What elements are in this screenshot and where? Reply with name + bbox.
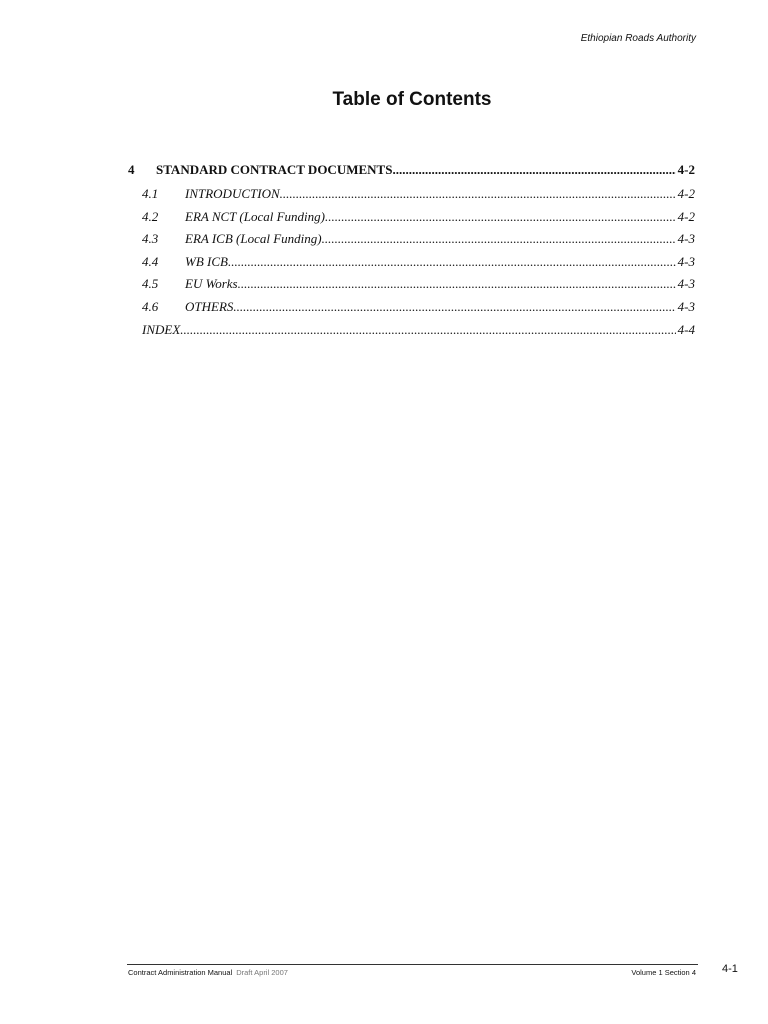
toc-entry-4-3[interactable] [128,231,695,254]
toc-entry-title: ERA ICB (Local Funding) [185,231,322,247]
toc-dot-leader [238,276,676,292]
footer-divider [127,964,698,965]
toc-entry-page: 4-3 [677,276,695,292]
toc-entry-number: 4.4 [142,253,159,269]
toc-entry-chapter-4[interactable] [128,162,695,186]
toc-entry-page: 4-2 [677,186,695,201]
toc-entry-number: 4.6 [142,298,159,314]
toc-entry-number: 4.2 [142,208,159,224]
toc-entry-title: WB ICB [185,253,228,269]
toc-entry-page: 4-3 [677,298,695,314]
toc-dot-leader [233,299,675,315]
toc-entry-title: OTHERS [185,298,234,314]
toc-entry-page: 4-3 [677,253,695,269]
toc-entry-4-2[interactable] [128,209,695,232]
footer-volume: Volume 1 Section 4 [631,968,696,977]
toc-entry-4-5[interactable] [128,276,695,299]
toc-entry-title: ERA NCT (Local Funding) [185,208,325,224]
toc-entry-4-1[interactable] [128,186,695,209]
table-of-contents [128,162,695,344]
toc-dot-leader [392,162,675,178]
footer-manual-info [128,968,288,977]
footer-page-number: 4-1 [722,963,738,975]
header-organization: Ethiopian Roads Authority [580,33,696,44]
footer-manual-title: Contract Administration Manual [128,968,233,977]
toc-entry-page: 4-4 [677,321,695,337]
toc-entry-title: INDEX [142,321,181,337]
toc-entry-number: 4.1 [142,186,159,201]
toc-entry-page: 4-2 [677,208,695,224]
toc-entry-index[interactable] [128,322,695,345]
toc-entry-page: 4-2 [677,162,695,177]
toc-entry-number: 4.5 [142,276,159,292]
toc-dot-leader [228,254,676,270]
toc-entry-4-4[interactable] [128,254,695,277]
toc-dot-leader [322,231,676,247]
page-title: Table of Contents [332,89,492,110]
toc-entry-number: 4.3 [142,231,159,247]
toc-entry-title: STANDARD CONTRACT DOCUMENTS [156,162,393,177]
footer-draft-date: Draft April 2007 [236,968,288,977]
toc-entry-title: EU Works [185,276,238,292]
toc-entry-title: INTRODUCTION [185,186,280,201]
toc-dot-leader [325,209,676,225]
toc-entry-number: 4 [128,162,135,177]
toc-entry-page: 4-3 [677,231,695,247]
toc-dot-leader [280,186,676,202]
toc-dot-leader [180,322,675,338]
toc-entry-4-6[interactable] [128,299,695,322]
